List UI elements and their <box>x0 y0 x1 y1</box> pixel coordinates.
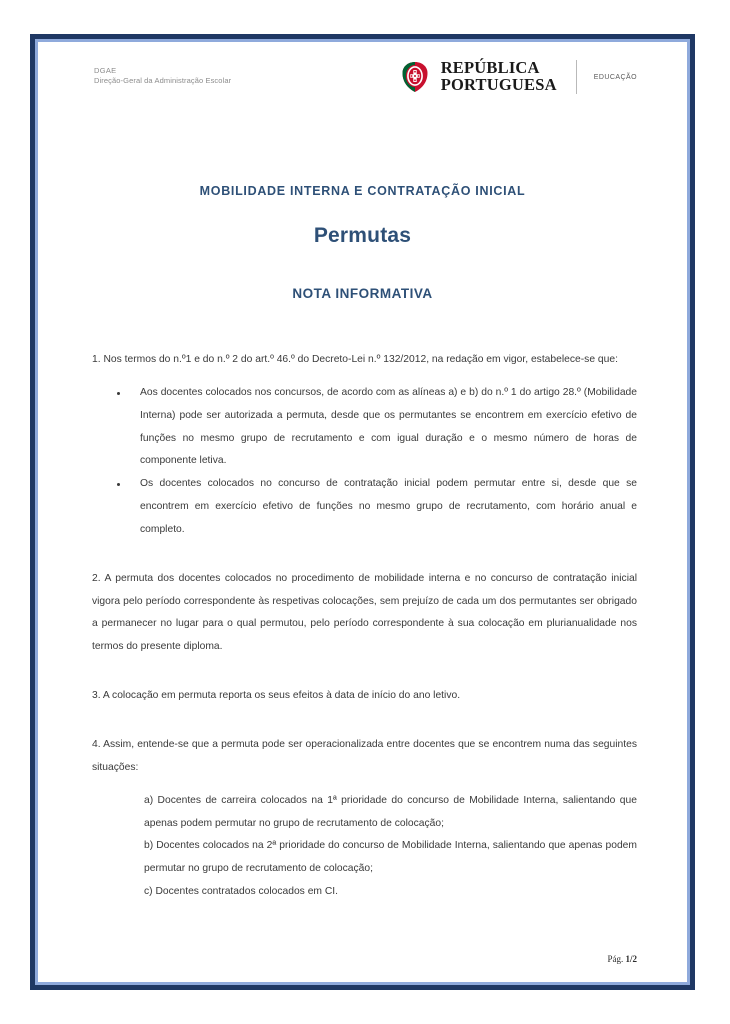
republica-portuguesa-logo <box>400 60 637 94</box>
bullet-list <box>92 382 637 542</box>
list-item: b) Docentes colocados na 2ª prioridade do concurso de Mobilidade Interna, salientando que apenas podem permutar no grupo de recrutamento de colocação; <box>144 840 637 875</box>
list-item: c) Docentes contratados colocados em CI. <box>144 886 339 898</box>
list-item: Os docentes colocados no concurso de contratação inicial podem permutar entre si, desde que se encontrem em exercício efetivo de funções no mesmo grupo de recrutamento, com horário anual e completo. <box>92 473 637 542</box>
brand-line-1: REPÚBLICA <box>440 58 540 78</box>
portugal-coat-of-arms-icon <box>400 61 430 93</box>
page-label: Pág. <box>607 954 626 964</box>
title-subheading: NOTA INFORMATIVA <box>292 286 433 301</box>
document-body <box>92 349 637 904</box>
document-page <box>38 42 687 982</box>
organisation-identity <box>94 66 231 86</box>
paragraph-2: 2. A permuta dos docentes colocados no procedimento de mobilidade interna e no concurso de contratação inicial vigora pelo período correspondente às respetivas colocações, sem prejuízo de cada um dos permutantes ser obrigado a permanecer no lugar para o qual permutou, pelo período correspondente à sua colocação em plurianualidade nos termos do presente diploma. <box>92 572 637 653</box>
paragraph-3: 3. A colocação em permuta reporta os seus efeitos à data de início do ano letivo. <box>92 690 461 702</box>
brand-divider <box>576 60 577 94</box>
brand-line-2: PORTUGUESA <box>440 75 557 94</box>
page-number: 1/2 <box>625 954 637 964</box>
organisation-name: Direção-Geral da Administração Escolar <box>94 76 232 86</box>
brand-subtitle-educacao: EDUCAÇÃO <box>593 73 637 81</box>
page-footer <box>607 954 637 964</box>
title-eyebrow: MOBILIDADE INTERNA E CONTRATAÇÃO INICIAL <box>199 184 526 198</box>
list-item: a) Docentes de carreira colocados na 1ª prioridade do concurso de Mobilidade Interna, salientando que apenas podem permutar no grupo de recrutamento de colocação; <box>144 794 637 829</box>
paragraph-4: 4. Assim, entende-se que a permuta pode ser operacionalizada entre docentes que se encontrem numa das seguintes situações: <box>92 738 637 773</box>
lettered-list <box>92 790 637 904</box>
document-titles <box>40 184 685 301</box>
document-page-frame <box>30 34 695 990</box>
document-header <box>40 56 685 116</box>
organisation-acronym: DGAE <box>94 66 117 75</box>
brand-wordmark <box>441 60 557 94</box>
list-item: Aos docentes colocados nos concursos, de acordo com as alíneas a) e b) do n.º 1 do artigo 28.º (Mobilidade Interna) pode ser autorizada a permuta, desde que os permutantes se encontrem em exercício efetivo de funções no mesmo grupo de recrutamento e com igual duração e o mesmo número de horas de componente letiva. <box>92 382 637 473</box>
page-title: Permutas <box>313 224 412 247</box>
document-page-frame-inner <box>35 39 690 985</box>
paragraph-1: 1. Nos termos do n.º1 e do n.º 2 do art.º 46.º do Decreto-Lei n.º 132/2012, na redação em vigor, estabelece-se que: <box>92 354 618 365</box>
